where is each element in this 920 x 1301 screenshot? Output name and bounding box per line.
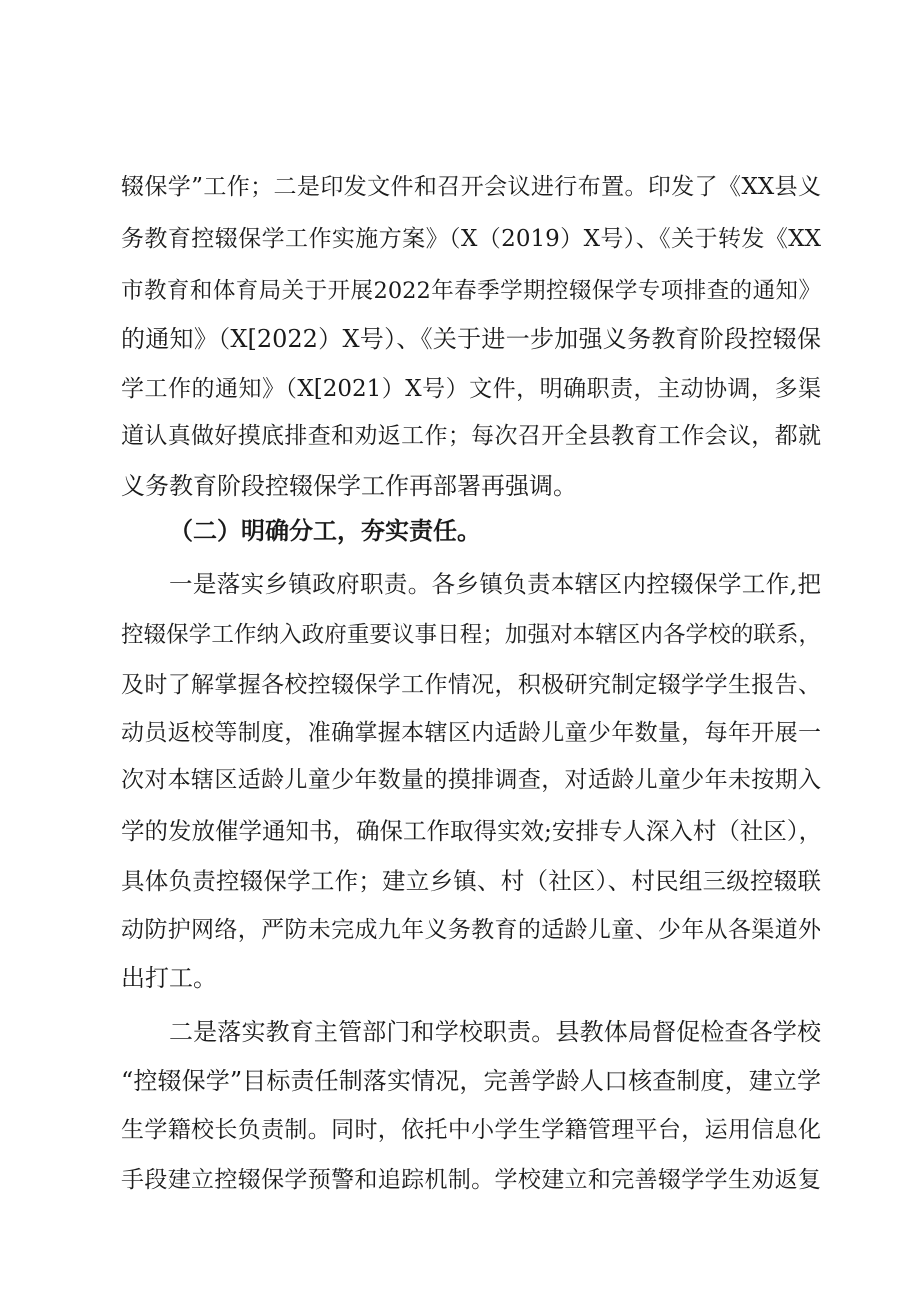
paragraph-line: 次对本辖区适龄儿童少年数量的摸排调查，对适龄儿童少年未按期入 [121, 767, 821, 793]
paragraph-line: 辍保学”工作；二是印发文件和召开会议进行布置。印发了《XX县义 [121, 174, 821, 200]
paragraph-line: 的通知》（X[2022）X号）、《关于进一步加强义务教育阶段控辍保 [121, 325, 821, 353]
paragraph-line: 道认真做好摸底排查和劝返工作；每次召开全县教育工作会议，都就 [121, 423, 821, 449]
section-heading: （二）明确分工，夯实责任。 [169, 516, 481, 545]
paragraph-line: 动防护网络，严防未完成九年义务教育的适龄儿童、少年从各渠道外 [121, 917, 821, 943]
paragraph-line: 义务教育阶段控辍保学工作再部署再强调。 [121, 472, 577, 500]
paragraph-line: 生学籍校长负责制。同时，依托中小学生学籍管理平台，运用信息化 [121, 1117, 821, 1143]
paragraph-line: 具体负责控辍保学工作；建立乡镇、村（社区）、村民组三级控辍联 [121, 867, 821, 895]
paragraph-line: 二是落实教育主管部门和学校职责。县教体局督促检查各学校 [169, 1018, 821, 1046]
paragraph-line: 出打工。 [121, 964, 217, 992]
paragraph-line: 学的发放催学通知书，确保工作取得实效;安排专人深入村（社区）， [121, 817, 823, 845]
paragraph-line: 手段建立控辍保学预警和追踪机制。学校建立和完善辍学学生劝返复 [121, 1167, 821, 1193]
paragraph-line: “控辍保学”目标责任制落实情况，完善学龄人口核查制度，建立学 [121, 1067, 821, 1095]
paragraph-line: 务教育控辍保学工作实施方案》（X（2019）X号）、《关于转发《XX [121, 226, 821, 252]
paragraph-line: 学工作的通知》（X[2021）X号）文件，明确职责，主动协调，多渠 [121, 376, 821, 402]
paragraph-line: 动员返校等制度，准确掌握本辖区内适龄儿童少年数量，每年开展一 [121, 720, 821, 746]
paragraph-line: 一是落实乡镇政府职责。各乡镇负责本辖区内控辍保学工作,把 [169, 570, 821, 598]
paragraph-line: 及时了解掌握各校控辍保学工作情况，积极研究制定辍学学生报告、 [121, 672, 821, 698]
paragraph-line: 控辍保学工作纳入政府重要议事日程；加强对本辖区内各学校的联系， [121, 622, 821, 648]
paragraph-line: 市教育和体育局关于开展2022年春季学期控辍保学专项排查的通知》 [121, 278, 821, 304]
